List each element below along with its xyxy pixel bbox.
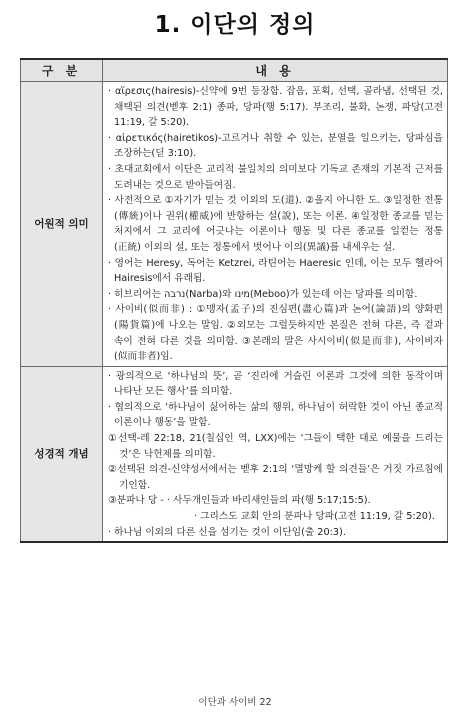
content-biblical bbox=[103, 366, 448, 542]
list-item: · 사이비(似而非) : ①맹자(孟子)의 진심편(盡心篇)과 논어(論語)의 양화편(陽貨篇)에 나오는 말임. ②외모는 그럴듯하지만 본질은 전혀 다른, 즉 겉과 속이 전혀 다른 것을 의미함. ③본래의 말은 사시이비(似是而非), 사이비자(似而非者)임. bbox=[108, 304, 443, 363]
list-item: · 하나님 이외의 다른 신을 섬기는 것이 이단임(출 20:3). bbox=[108, 526, 346, 538]
page-footer: 이단과 사이비 22 bbox=[198, 697, 272, 708]
list-item: · 히브리어는 נרבה(Narba)와 מינו(Meboo)가 있는데 이는 당파를 의미함. bbox=[108, 288, 418, 300]
table-row bbox=[21, 366, 448, 542]
content-etymological bbox=[103, 82, 448, 367]
category-biblical: 성경적 개념 bbox=[21, 366, 103, 542]
table-header-row bbox=[21, 59, 448, 82]
list-item: · αἱρετικός(hairetikos)-고르거나 취할 수 있는, 분열을 일으키는, 당파심을 조장하는(딛 3:10). bbox=[108, 132, 443, 160]
list-item: · 광의적으로 ‘하나님의 뜻’, 곧 ‘진리에 거슬린 이론과 그것에 의한 동작이며 나타난 모든 행사’를 의미함. bbox=[108, 370, 443, 398]
table-row bbox=[21, 82, 448, 367]
list-item: · 그리스도 교회 안의 분파나 당파(고전 11:19, 갈 5:20). bbox=[194, 511, 435, 523]
list-item: ①선택-레 22:18, 21(칠십인 역, LXX)에는 ‘그들이 택한 대로 예물을 드리는 것’은 낙헌제를 의미함. bbox=[108, 433, 443, 460]
category-etymological: 어원적 의미 bbox=[21, 82, 103, 367]
list-item: ③분파나 당 - · 사두개인들과 바리새인들의 파(행 5:17;15:5). bbox=[108, 495, 371, 507]
list-item: · 사전적으로 ①자기가 믿는 것 이외의 도(道). ②올지 아니한 도. ③일정한 전통(傳統)이나 권위(權威)에 반항하는 설(說), 또는 이론. ④일정한 종교를 믿는 처지에서 그 교리에 어긋나는 이론이나 행동 및 다른 종교를 일컫는 정통(正統) 이외의 설, 또는 정통에서 벗어나 이의(異議)를 내세우는 설. bbox=[108, 195, 443, 253]
page-title: 1. 이단의 정의 bbox=[154, 12, 316, 38]
list-item: · αἵρεσις(hairesis)-신약에 9번 등장함. 잡음, 포획, 선택, 골라냄, 선택된 것, 채택된 의견(벧후 2:1) 종파, 당파(행 5:17). 부조리, 불화, 논쟁, 파당(고전 11:19, 갈 5:20). bbox=[108, 86, 443, 129]
list-item: · 초대교회에서 이단은 교리적 불일치의 의미보다 기독교 존재의 기본적 근저를 도려내는 것으로 받아들여짐. bbox=[108, 163, 443, 191]
list-item: · 협의적으로 ‘하나님이 싫어하는 삶의 행위, 하나님이 허락한 것이 아닌 종교적 이론이나 행동’을 말함. bbox=[108, 401, 443, 429]
list-item: · 영어는 Heresy, 독어는 Ketzrei, 라틴어는 Haeresic 인데, 이는 모두 헬라어 Hairesis에서 유래됨. bbox=[108, 257, 443, 285]
list-item: ②선택된 의견-신약성서에서는 벧후 2:1의 ‘멸망케 할 의견들’은 거짓 가르침에 기인함. bbox=[108, 464, 443, 491]
header-content: 내 용 bbox=[103, 59, 448, 82]
definition-table bbox=[20, 58, 448, 543]
header-category: 구 분 bbox=[21, 59, 103, 82]
